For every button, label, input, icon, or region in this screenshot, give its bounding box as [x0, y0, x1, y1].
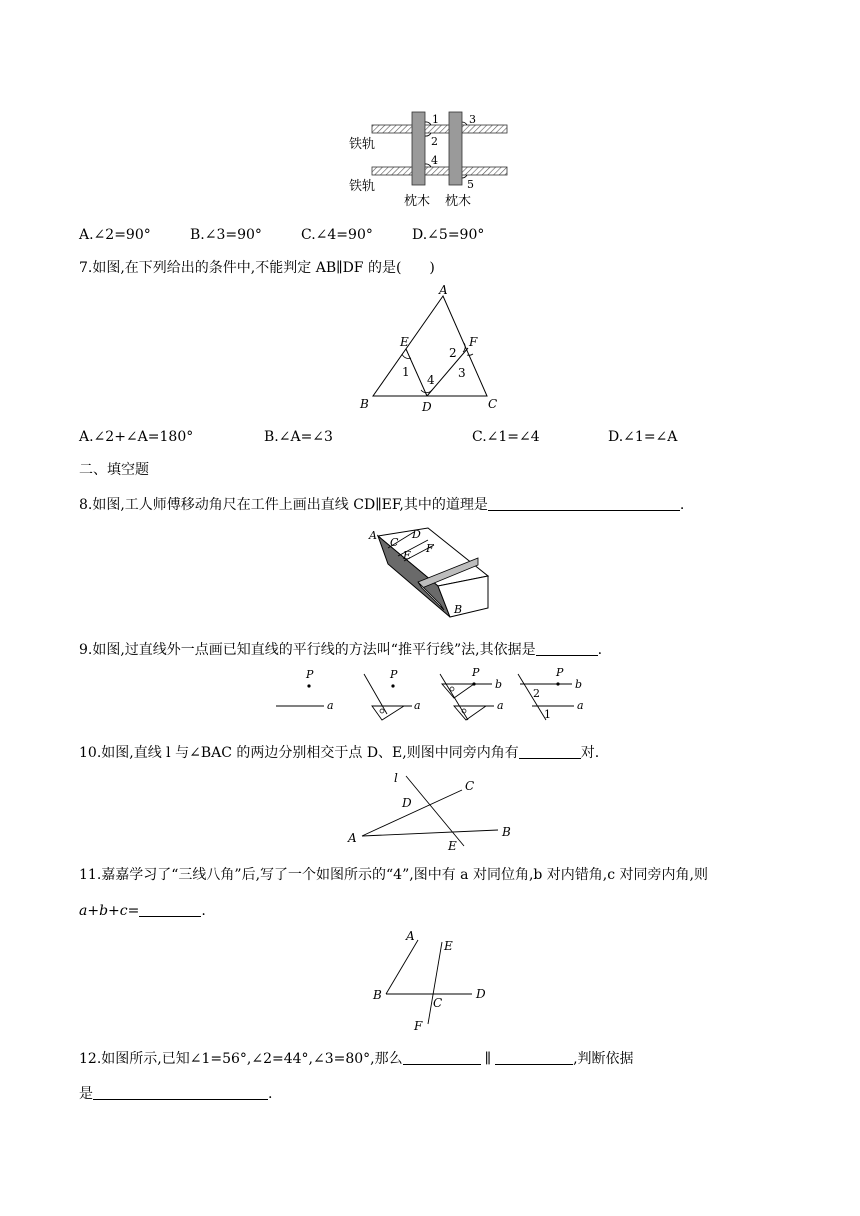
- p2-p-label: P: [390, 668, 398, 681]
- sleeper-label-1: 枕木: [404, 194, 431, 209]
- f4-d-label: D: [476, 987, 486, 1001]
- rail-sleeper-figure: [345, 108, 515, 213]
- q11-line2: [79, 902, 206, 920]
- q7-stem: 7.如图,在下列给出的条件中,不能判定 AB∥DF 的是( ): [79, 260, 435, 276]
- angle-label-4: 4: [431, 154, 438, 167]
- rail-top: [372, 125, 507, 133]
- q11-answer-blank[interactable]: [139, 902, 201, 917]
- p3-p-label: P: [472, 666, 480, 679]
- work-e-label: E: [403, 549, 412, 562]
- point-e-label: E: [400, 335, 409, 349]
- p4-angle-1: 1: [544, 708, 551, 721]
- rail-label-2: 铁轨: [349, 179, 376, 194]
- point-f-label: F: [469, 335, 478, 349]
- q12-stem-line: [79, 1050, 634, 1068]
- q6-option-d: D.∠5=90°: [412, 227, 485, 243]
- point-d-label: D: [422, 400, 432, 414]
- triangle-figure: [355, 284, 505, 414]
- q12-blank-1[interactable]: [403, 1050, 481, 1065]
- p1-a-label: a: [327, 699, 334, 712]
- f4-c-label: C: [433, 996, 443, 1010]
- p4-b-label: b: [575, 678, 583, 691]
- point-a-label: A: [439, 284, 448, 297]
- p1-p-label: P: [306, 668, 314, 681]
- rail-label-1: 铁轨: [349, 137, 376, 152]
- p4-angle-2: 2: [533, 687, 540, 700]
- angle-4-label: 4: [427, 373, 435, 387]
- q12-line2-text: 是: [79, 1086, 93, 1102]
- q10-stem: 10.如图,直线 l 与∠BAC 的两边分别相交于点 D、E,则图中同旁内角有: [79, 745, 519, 761]
- q8-end: .: [679, 497, 685, 513]
- q12-end: .: [268, 1086, 273, 1102]
- point-c-label: C: [488, 397, 498, 411]
- q7-option-b: B.∠A=∠3: [264, 429, 333, 445]
- q6-option-c: C.∠4=90°: [301, 227, 373, 243]
- point-b-label: B: [360, 397, 369, 411]
- angle-3-label: 3: [458, 366, 466, 380]
- q9-end: .: [597, 642, 603, 658]
- q12-blank-2[interactable]: [495, 1050, 573, 1065]
- p3-a-label: a: [497, 699, 504, 712]
- f4-b-label: B: [373, 988, 382, 1002]
- l-label: l: [394, 771, 398, 785]
- angle-2-label: 2: [449, 346, 457, 360]
- q9-stem: 9.如图,过直线外一点画已知直线的平行线的方法叫“推平行线”法,其依据是: [79, 642, 536, 658]
- q8-stem: 8.如图,工人师傅移动角尺在工件上画出直线 CD∥EF,其中的道理是: [79, 497, 488, 513]
- figure-four-diagram: [368, 926, 498, 1036]
- angle-bac-figure: [340, 770, 525, 855]
- q12-mid: ,判断依据: [573, 1051, 634, 1067]
- work-f-label: F: [426, 542, 434, 555]
- q7-option-a: A.∠2+∠A=180°: [79, 429, 194, 445]
- angle-label-3: 3: [469, 113, 476, 126]
- q12-stem: 12.如图所示,已知∠1=56°,∠2=44°,∠3=80°,那么: [79, 1051, 403, 1067]
- work-c-label: C: [390, 536, 399, 549]
- f4-e-label: E: [444, 939, 453, 953]
- f4-a-label: A: [406, 929, 415, 943]
- q8-answer-blank[interactable]: [488, 496, 680, 511]
- f4-f-label: F: [414, 1019, 423, 1033]
- q7-option-d: D.∠1=∠A: [608, 429, 678, 445]
- angle-1-label: 1: [402, 365, 410, 379]
- q12-line2: [79, 1085, 272, 1103]
- q7-option-c: C.∠1=∠4: [472, 429, 540, 445]
- angle-label-1: 1: [432, 113, 439, 126]
- sleeper-right: [449, 112, 462, 185]
- q11-end: .: [201, 903, 206, 919]
- d-label: D: [402, 796, 412, 810]
- rail-bottom: [372, 167, 507, 175]
- q10-stem-line: [79, 744, 599, 762]
- q12-parallel: ∥: [484, 1051, 492, 1067]
- q12-blank-3[interactable]: [93, 1085, 268, 1100]
- work-a-label: A: [369, 529, 377, 542]
- sleeper-label-2: 枕木: [445, 194, 472, 209]
- p4-p-label: P: [556, 666, 564, 679]
- angle-label-2: 2: [431, 135, 438, 148]
- a-label: A: [348, 831, 357, 845]
- q9-answer-blank[interactable]: [536, 641, 598, 656]
- work-d-label: D: [412, 528, 421, 541]
- q8-stem-line: [79, 496, 684, 514]
- c-label: C: [465, 779, 475, 793]
- work-b-label: B: [454, 603, 463, 616]
- p2-a-label: a: [414, 699, 421, 712]
- q10-answer-blank[interactable]: [519, 744, 581, 759]
- q10-end: 对.: [580, 745, 600, 761]
- q6-option-b: B.∠3=90°: [190, 227, 262, 243]
- q6-option-a: A.∠2=90°: [79, 227, 151, 243]
- angle-label-5: 5: [467, 178, 474, 191]
- p3-b-label: b: [495, 678, 503, 691]
- sleeper-left: [412, 112, 425, 185]
- workpiece-figure: [368, 524, 493, 619]
- q11-expr: a+b+c=: [79, 903, 140, 919]
- q11-stem: 11.嘉嘉学习了“三线八角”后,写了一个如图所示的“4”,图中有 a 对同位角,b 对内错角,c 对同旁内角,则: [79, 867, 708, 883]
- push-parallel-figure: [272, 664, 592, 724]
- q9-stem-line: [79, 641, 602, 659]
- e-label: E: [448, 839, 457, 853]
- p4-a-label: a: [577, 699, 584, 712]
- section-fill-in-blank: 二、填空题: [79, 462, 149, 478]
- b-label: B: [502, 825, 511, 839]
